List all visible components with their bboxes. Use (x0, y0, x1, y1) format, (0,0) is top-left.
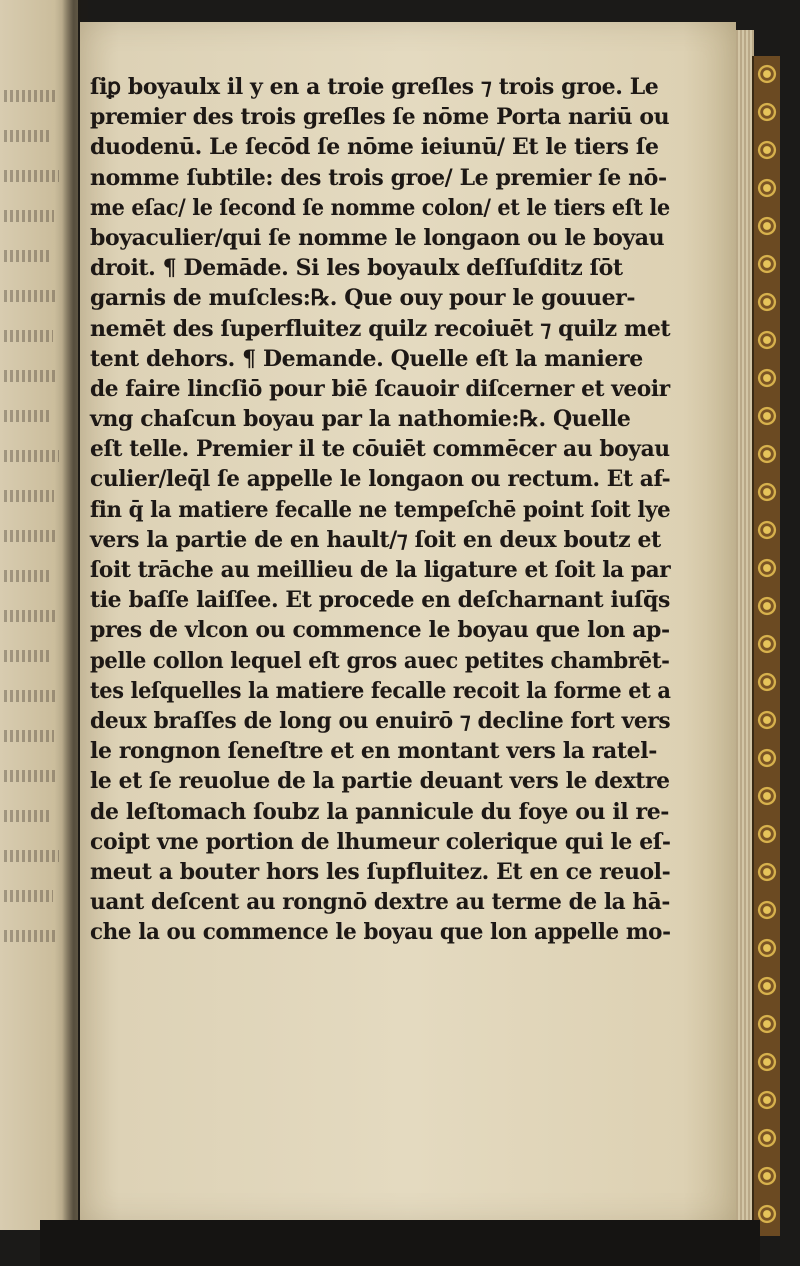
ornament-icon (757, 406, 777, 426)
text-line: me eſac/ le ſecond ſe nomme colon/ et le tiers eſt le (90, 194, 670, 221)
text-line: boyaculier/qui ſe nomme le longaon ou le boyau (90, 224, 665, 251)
table-background (40, 1220, 760, 1266)
text-line: pres de vlcon ou commence le boyau que lon ap- (90, 617, 670, 644)
ornament-icon (757, 824, 777, 844)
ornament-icon (757, 786, 777, 806)
ornament-icon (757, 558, 777, 578)
text-line: premier des trois greſles ſe nōme Porta nariū ou (90, 104, 670, 131)
ornament-icon (757, 596, 777, 616)
ornament-icon (757, 292, 777, 312)
text-line: nemēt des ſuperfluitez quilz recoiuēt ⁊ quilz met (90, 315, 671, 342)
ornament-icon (757, 520, 777, 540)
ornament-icon (757, 634, 777, 654)
ornament-icon (757, 368, 777, 388)
text-line: deux braſſes de long ou enuirō ⁊ decline fort vers (90, 707, 671, 734)
ornament-icon (757, 330, 777, 350)
ornament-icon (757, 672, 777, 692)
decorative-binding-border (752, 56, 780, 1236)
text-line: droit. ¶ Demāde. Si les boyaulx deſſuſditz ſōt (90, 255, 623, 282)
text-line: tes leſquelles la matiere fecalle recoit la forme et a (90, 677, 671, 704)
text-line: eſt telle. Premier il te cōuiēt commēcer au boyau (90, 436, 670, 463)
ornament-icon (757, 102, 777, 122)
text-line: culier/leq̄l ſe appelle le longaon ou rectum. Et af- (90, 466, 671, 493)
ornament-icon (757, 1166, 777, 1186)
text-line: le rongnon ſeneſtre et en montant vers la ratel- (90, 738, 657, 765)
text-line: uant deſcent au rongnō dextre au terme de la hā- (90, 889, 670, 916)
text-line: che la ou commence le boyau que lon appelle mo- (90, 919, 671, 946)
text-line: garnis de muſcles:℞. Que ouy pour le gouuer- (90, 285, 636, 312)
ornament-icon (757, 748, 777, 768)
ornament-icon (757, 1014, 777, 1034)
ornament-icon (757, 938, 777, 958)
ornament-icon (757, 254, 777, 274)
text-line: de faire lincſiō pour biē ſcauoir diſcerner et veoir (90, 375, 670, 402)
text-line: ſoit trāche au meillieu de la ligature et ſoit la par (90, 557, 671, 583)
ornament-icon (757, 140, 777, 160)
book-page (80, 22, 736, 1222)
text-line: fin q̄ la matiere fecalle ne tempeſchē point ſoit lye (90, 496, 671, 523)
text-line: pelle collon lequel eſt gros auec petites chambrēt- (90, 647, 670, 674)
page-text (90, 72, 670, 947)
text-line: vng chaſcun boyau par la nathomie:℞. Quelle (90, 406, 631, 433)
text-line: nomme ſubtile: des trois groe/ Le premier ſe nō- (90, 164, 667, 191)
text-line: meut a bouter hors les ſupfluitez. Et en ce reuol- (90, 858, 671, 885)
text-line: le et ſe reuolue de la partie deuant vers le dextre (90, 768, 670, 795)
ornament-icon (757, 482, 777, 502)
text-line: vers la partie de en hault/⁊ ſoit en deux boutz et (90, 526, 661, 553)
ornament-icon (757, 1128, 777, 1148)
text-line: tie baſſe laiſſee. Et procede en deſcharnant iuſq̄s (90, 587, 670, 614)
ornament-icon (757, 444, 777, 464)
text-line: de leſtomach ſoubz la pannicule du foye ou il re- (90, 798, 670, 825)
ornament-icon (757, 1204, 777, 1224)
ornament-icon (757, 178, 777, 198)
text-line: ſiꝑ boyaulx il y en a troie greſles ⁊ trois groe. Le (90, 74, 659, 100)
ornament-icon (757, 862, 777, 882)
text-line: coipt vne portion de lhumeur colerique qui le eſ- (90, 828, 671, 855)
text-line: duodenū. Le ſecōd ſe nōme ieiunū/ Et le tiers ſe (90, 134, 659, 161)
ornament-icon (757, 710, 777, 730)
ornament-icon (757, 216, 777, 236)
ornament-icon (757, 1090, 777, 1110)
ornament-icon (757, 900, 777, 920)
ornament-icon (757, 64, 777, 84)
text-line: tent dehors. ¶ Demande. Quelle eſt la maniere (90, 345, 643, 372)
ornament-icon (757, 1052, 777, 1072)
ornament-icon (757, 976, 777, 996)
